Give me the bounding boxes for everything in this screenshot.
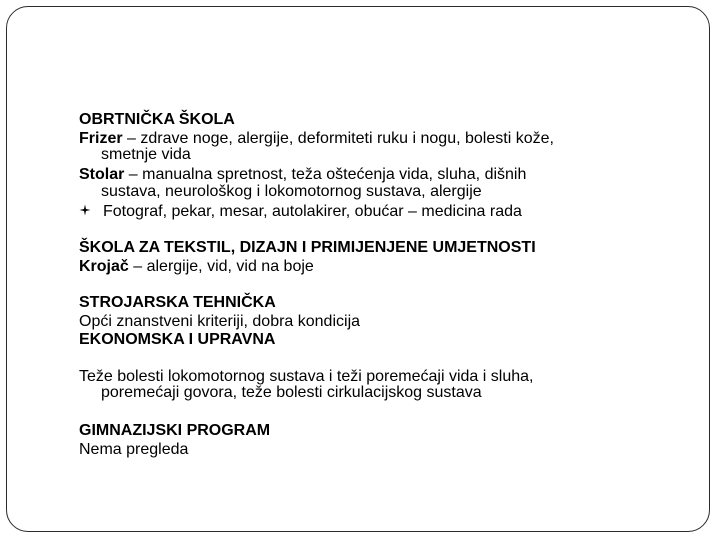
spacer [79,404,679,422]
slide-content [79,111,679,459]
spacer [79,276,679,294]
frizer-text: – zdrave noge, alergije, deformiteti ruku i nogu, bolesti kože, [122,129,554,147]
stolar-line [79,166,679,185]
krojac-text: – alergije, vid, vid na boje [128,257,314,275]
diamond-bullet-icon [79,203,103,222]
stolar-term: Stolar [79,166,125,183]
teze-line: Teže bolesti lokomotornog sustava i teži poremećaji vida i sluha, [79,367,534,385]
spacer [79,350,679,368]
bullet-item [79,203,679,222]
strojarska-text: Opći znanstveni kriteriji, dobra kondicija [79,312,361,330]
gimnazijski-text: Nema pregleda [79,440,189,458]
section-heading-tekstil: ŠKOLA ZA TEKSTIL, DIZAJN I PRIMIJENJENE UMJETNOSTI [79,239,536,256]
stolar-continuation: sustava, neurološkog i lokomotornog sustava, alergije [101,182,482,200]
stolar-text: – manualna spretnost, teža oštećenja vida, sluha, dišnih [124,166,527,183]
krojac-term: Krojač [79,257,129,275]
frizer-continuation: smetnje vida [101,146,191,163]
section-heading-ekonomska: EKONOMSKA I UPRAVNA [79,331,276,348]
spacer [79,221,679,239]
krojac-line [79,258,679,277]
section-heading-gimnazijski: GIMNAZIJSKI PROGRAM [79,422,271,439]
teze-continuation: poremećaji govora, teže bolesti cirkulacijskog sustava [101,384,482,401]
frizer-term: Frizer [79,129,123,147]
bullet-text: Fotograf, pekar, mesar, autolakirer, obućar – medicina rada [103,202,522,220]
section-heading-strojarska: STROJARSKA TEHNIČKA [79,294,276,311]
section-heading-obrtnicka: OBRTNIČKA ŠKOLA [79,111,235,128]
